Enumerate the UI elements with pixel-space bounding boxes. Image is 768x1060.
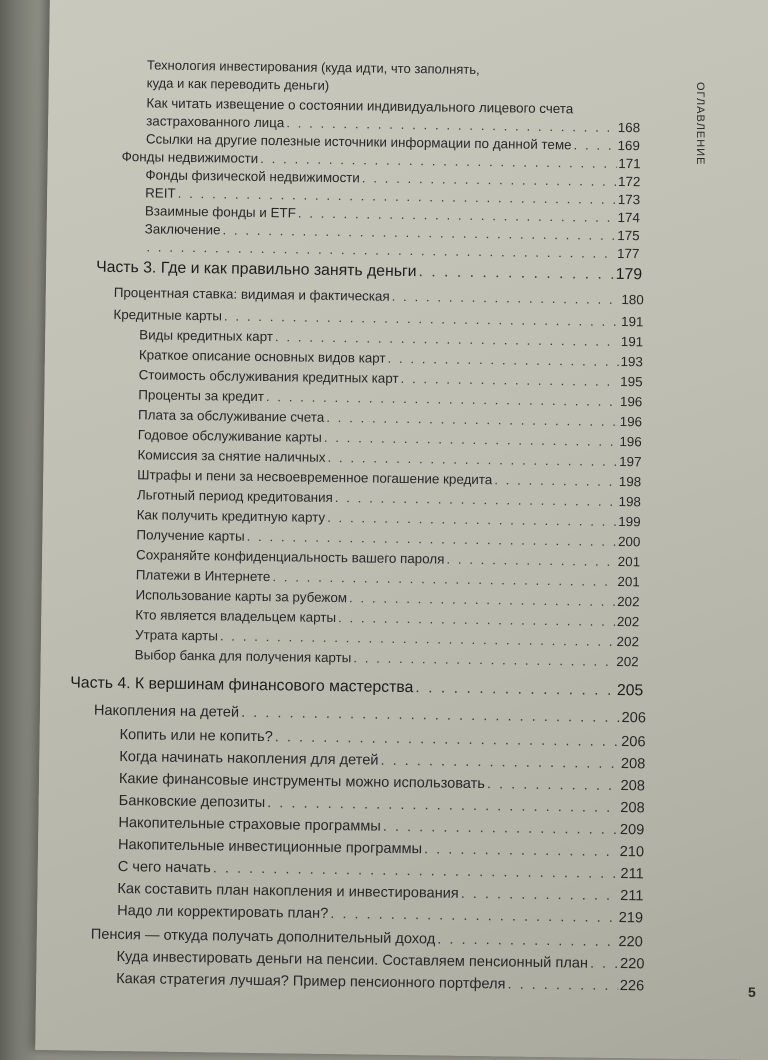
dot-leader [590,956,618,972]
toc-entry [138,427,642,449]
toc-entry [116,949,644,972]
toc-entry [137,507,641,529]
toc-entry-title: Виды кредитных карт [139,327,274,345]
dot-leader [260,151,616,171]
toc-entry [119,771,645,794]
dot-leader [383,819,618,838]
toc-entry [137,447,641,469]
dot-leader [267,795,618,816]
toc-entry [114,285,644,307]
toc-entry-page: 210 [619,844,645,861]
toc-entry-page: 201 [617,553,641,570]
toc-entry-title: Фонды недвижимости [121,149,259,166]
dot-leader [330,906,617,926]
toc-entry-title: Часть 3. Где и как правильно занять деньги [96,258,417,281]
toc-entry-title: Какие финансовые инструменты можно использовать [118,771,486,793]
dot-leader [400,371,618,389]
toc-entry-page: 175 [617,227,640,244]
dot-leader [415,679,615,700]
dot-leader [494,472,617,489]
toc-entry [139,327,643,349]
toc-entry-title: Куда инвестировать деньги на пенсии. Составляем пенсионный план [116,949,589,972]
toc-entry-title: Накопительные страховые программы [118,815,381,835]
toc-entry-page: 180 [621,292,644,308]
toc-entry [91,927,643,951]
toc-entry-page: 193 [620,354,643,370]
toc-entry [116,971,644,994]
toc-line: куда и как переводить деньги) [146,75,330,93]
toc-entry [137,487,641,509]
toc-entry-title: Плата за обслуживание счета [137,407,325,425]
toc-entry [135,647,639,669]
toc-entry [118,837,644,860]
toc-entry [144,239,639,261]
toc-entry [136,547,640,569]
toc-entry-title: Льготный период кредитования [136,487,333,505]
dot-leader [387,351,618,369]
toc-line: Технология инвестирования (куда идти, что заполнять, [146,57,480,78]
dot-leader [241,705,620,726]
toc-entry [117,881,643,904]
toc-entry-title: Платежи в Интернете [135,567,271,585]
toc-entry-page: 201 [617,573,640,590]
toc-entry-title: застрахованного лица [146,113,285,131]
toc-entry [118,815,644,838]
toc-entry-title: Краткое описание основных видов карт [138,347,386,366]
dot-leader [349,590,615,609]
toc-entry [139,367,643,389]
toc-entry-title: Утрата карты [134,627,219,644]
dot-leader [573,137,615,153]
running-head-label: ОГЛАВЛЕНИЕ [694,82,706,166]
dot-leader [146,239,615,261]
toc-entry-title: Сохраняйте конфиденциальность вашего пароля [136,547,445,567]
dot-leader [266,389,618,409]
dot-leader [222,222,615,242]
book-page [35,0,768,1060]
toc-entry [135,607,639,629]
dot-leader [392,289,620,307]
toc-entry-page: 196 [619,433,642,450]
dot-leader [362,170,616,189]
toc-entry-title: Годовое обслуживание карты [137,427,322,445]
toc-entry-page: 196 [619,393,643,410]
toc-entry-page: 206 [621,710,646,727]
toc-entry-title: Надо ли корректировать план? [117,903,329,922]
dot-leader [224,308,619,329]
toc-entry [137,467,641,489]
toc-entry-title: Фонды физической недвижимости [145,167,360,186]
toc-entry-title: Проценты за кредит [138,387,265,405]
toc-entry-title: Кто является владельцем карты [135,607,337,626]
toc-entry-page: 208 [620,778,646,795]
toc-entry-title: Как составить план накопления и инвестирования [117,881,459,902]
toc-entry [94,703,646,727]
toc-entry [136,527,640,549]
toc-entry-title: Кредитные карты [113,306,223,324]
toc-entry-title: Накопления на детей [93,702,240,721]
toc-entry [118,859,644,882]
toc-entry-page: 169 [617,137,640,154]
toc-entry-title: Какая стратегия лучшая? Пример пенсионного портфеля [116,971,506,993]
toc-entry-title: Как получить кредитную карту [136,507,326,525]
toc-entry-title: Стоимость обслуживания кредитных карт [138,367,399,386]
toc-entry-title: С чего начать [117,859,211,877]
toc-part-heading [96,259,642,285]
toc-entry [119,749,645,772]
toc-entry [117,903,643,926]
dot-leader [335,490,617,509]
toc-entry-title: Взаимные фонды и ETF [144,203,296,221]
toc-entry-page: 205 [616,681,644,700]
dot-leader [424,841,618,860]
toc-entry-title: Выбор банка для получения карты [134,647,352,666]
toc-entry [119,727,645,750]
toc-entry-page: 197 [619,453,642,470]
toc-entry-title: Пенсия — откуда получать дополнительный доход [90,926,436,948]
toc-entry [136,567,640,589]
toc-entry-page: 195 [620,374,643,390]
dot-leader [327,510,616,529]
dot-leader [507,976,617,994]
dot-leader [275,729,620,750]
dot-leader [272,569,615,589]
toc-entry [135,627,639,649]
toc-entry-page: 172 [617,173,641,190]
toc-entry-title: Комиссия за снятие наличных [137,447,326,465]
toc-entry-page: 202 [616,633,640,650]
toc-entry-page: 211 [620,888,644,905]
dot-leader [220,628,615,649]
dot-leader [326,410,618,429]
toc-entry-title: Копить или не копить? [119,727,273,746]
toc-entry-page: 220 [619,956,645,973]
dot-leader [437,932,616,950]
dot-leader [247,529,617,549]
toc-entry [113,307,643,329]
toc-entry-page: 206 [621,734,646,751]
toc-part-heading [70,674,643,700]
toc-entry-title: Заключение [144,221,221,238]
toc-entry-page: 174 [617,209,640,226]
toc-entry-title: Часть 4. К вершинам финансового мастерства [70,674,414,697]
toc-entry-page: 198 [618,493,642,510]
toc-entry-page: 220 [618,934,643,951]
toc-entry-page: 179 [615,265,643,284]
toc-entry-title: Получение карты [136,527,245,544]
toc-entry [135,587,639,609]
toc-entry-title: Накопительные инвестиционные программы [117,837,423,858]
toc-entry-page: 208 [620,800,645,817]
toc-entry-page: 219 [618,910,644,927]
dot-leader [324,430,618,449]
toc-entry-page: 191 [620,334,644,350]
toc-entry-page: 202 [616,613,640,630]
toc-entry-title: Банковские депозиты [118,793,266,812]
toc-entry-title: Ссылки на другие полезные источники информации по данной теме [145,131,572,153]
dot-leader [461,886,619,904]
toc-entry-page: 196 [619,413,643,430]
toc-entry-title: Использование карты за рубежом [135,587,348,606]
toc-entry-page: 202 [616,653,639,670]
dot-leader [418,263,613,284]
toc-entry-page: 211 [620,866,644,883]
toc-entry-title: REIT [145,185,176,201]
toc-entry [119,793,645,816]
toc-entry-page: 208 [620,756,646,773]
toc-entry-title: Как читать извещение о состоянии индивидуального лицевого счета [146,95,574,117]
dot-leader [286,115,616,135]
toc-entry-page: 202 [617,593,640,610]
dot-leader [327,450,617,469]
dot-leader [446,552,616,569]
dot-leader [487,776,619,794]
toc-entry [138,407,642,429]
toc-entry-page: 177 [616,245,640,262]
dot-leader [275,329,619,349]
toc-entry-title: Когда начинать накопления для детей [119,749,379,769]
dot-leader [298,205,616,224]
page-number: 5 [748,984,756,1000]
toc-entry-page: 168 [617,119,641,136]
toc-entry-page: 171 [618,155,641,172]
dot-leader [380,753,619,772]
toc-entry [139,347,643,369]
toc-entry-title: Процентная ставка: видимая и фактическая [113,284,390,304]
toc-entry [138,387,642,409]
toc-entry-page: 173 [617,191,641,208]
dot-leader [213,860,619,882]
toc-entry-page: 226 [619,978,645,995]
dot-leader [338,610,615,629]
dot-leader [353,650,614,669]
toc-entry-page: 199 [618,513,641,530]
toc-entry-page: 198 [618,473,642,490]
toc-entry-title: Штрафы и пени за несвоевременное погашение кредита [137,467,493,488]
toc-entry-page: 191 [620,314,644,330]
toc-entry-page: 200 [617,533,641,550]
toc-entry-page: 209 [619,822,645,839]
